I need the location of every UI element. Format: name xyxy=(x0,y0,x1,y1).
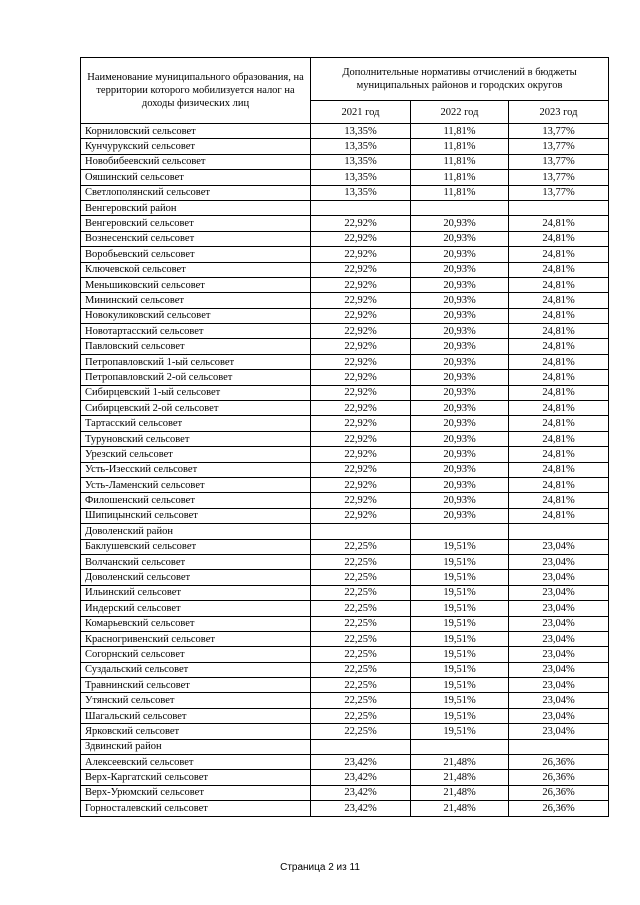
table-row xyxy=(81,493,609,508)
municipality-name: Верх-Урюмский сельсовет xyxy=(81,785,311,800)
table-row xyxy=(81,370,609,385)
rate-2021: 22,25% xyxy=(311,554,411,569)
rate-2021: 22,92% xyxy=(311,370,411,385)
municipality-name: Новотартасский сельсовет xyxy=(81,324,311,339)
municipality-name: Согорнский сельсовет xyxy=(81,647,311,662)
empty-cell xyxy=(311,200,411,215)
rate-2021: 22,25% xyxy=(311,539,411,554)
rate-2021: 23,42% xyxy=(311,801,411,816)
rate-2023: 23,04% xyxy=(509,570,609,585)
empty-cell xyxy=(509,524,609,539)
rate-2023: 13,77% xyxy=(509,170,609,185)
table-row xyxy=(81,462,609,477)
rate-2022: 20,93% xyxy=(411,277,509,292)
rate-2023: 24,81% xyxy=(509,462,609,477)
rate-2021: 23,42% xyxy=(311,785,411,800)
table-row xyxy=(81,293,609,308)
municipality-name: Туруновский сельсовет xyxy=(81,431,311,446)
rate-2021: 22,92% xyxy=(311,247,411,262)
table-row xyxy=(81,570,609,585)
rate-2021: 22,25% xyxy=(311,662,411,677)
table-row xyxy=(81,416,609,431)
rate-2023: 24,81% xyxy=(509,231,609,246)
rate-2021: 22,92% xyxy=(311,231,411,246)
table-row xyxy=(81,124,609,139)
rate-2021: 22,92% xyxy=(311,354,411,369)
table-row xyxy=(81,631,609,646)
table-row xyxy=(81,693,609,708)
rate-2023: 24,81% xyxy=(509,493,609,508)
municipality-name: Новобибеевский сельсовет xyxy=(81,154,311,169)
table-row xyxy=(81,662,609,677)
municipality-name: Суздальский сельсовет xyxy=(81,662,311,677)
rate-2023: 24,81% xyxy=(509,354,609,369)
rate-2023: 24,81% xyxy=(509,508,609,523)
rate-2023: 23,04% xyxy=(509,554,609,569)
rate-2022: 20,93% xyxy=(411,401,509,416)
rate-2022: 11,81% xyxy=(411,170,509,185)
municipality-name: Индерский сельсовет xyxy=(81,601,311,616)
municipality-name: Шипицынский сельсовет xyxy=(81,508,311,523)
rate-2023: 26,36% xyxy=(509,755,609,770)
rate-2023: 26,36% xyxy=(509,801,609,816)
rate-2023: 24,81% xyxy=(509,401,609,416)
rate-2023: 24,81% xyxy=(509,262,609,277)
rate-2021: 22,25% xyxy=(311,585,411,600)
rate-2021: 22,92% xyxy=(311,262,411,277)
table-row xyxy=(81,216,609,231)
table-row xyxy=(81,431,609,446)
rate-2022: 20,93% xyxy=(411,508,509,523)
table-row xyxy=(81,616,609,631)
municipality-name: Венгеровский сельсовет xyxy=(81,216,311,231)
empty-cell xyxy=(411,739,509,754)
table-row xyxy=(81,647,609,662)
rate-2023: 23,04% xyxy=(509,662,609,677)
table-row xyxy=(81,801,609,816)
rate-2021: 22,92% xyxy=(311,339,411,354)
empty-cell xyxy=(311,739,411,754)
rate-2023: 24,81% xyxy=(509,416,609,431)
empty-cell xyxy=(509,739,609,754)
rate-2023: 24,81% xyxy=(509,431,609,446)
rate-2021: 22,92% xyxy=(311,385,411,400)
municipality-name: Ильинский сельсовет xyxy=(81,585,311,600)
rate-2023: 23,04% xyxy=(509,678,609,693)
rate-2021: 22,92% xyxy=(311,401,411,416)
municipality-name: Горносталевский сельсовет xyxy=(81,801,311,816)
rate-2022: 19,51% xyxy=(411,539,509,554)
municipality-name: Комарьевский сельсовет xyxy=(81,616,311,631)
municipality-name: Волчанский сельсовет xyxy=(81,554,311,569)
rate-2023: 24,81% xyxy=(509,216,609,231)
empty-cell xyxy=(509,200,609,215)
rate-2021: 22,92% xyxy=(311,324,411,339)
rate-2021: 22,92% xyxy=(311,508,411,523)
rate-2022: 20,93% xyxy=(411,370,509,385)
municipality-name: Павловский сельсовет xyxy=(81,339,311,354)
rate-2023: 24,81% xyxy=(509,277,609,292)
header-year-2021: 2021 год xyxy=(311,101,411,124)
header-year-2023: 2023 год xyxy=(509,101,609,124)
rate-2021: 22,25% xyxy=(311,647,411,662)
rate-2023: 23,04% xyxy=(509,616,609,631)
table-row xyxy=(81,262,609,277)
rate-2021: 22,92% xyxy=(311,462,411,477)
rate-2023: 23,04% xyxy=(509,631,609,646)
rate-2022: 20,93% xyxy=(411,447,509,462)
rate-2023: 23,04% xyxy=(509,585,609,600)
rate-2023: 24,81% xyxy=(509,447,609,462)
table-body xyxy=(81,124,609,817)
municipality-name: Усть-Изесский сельсовет xyxy=(81,462,311,477)
table-row xyxy=(81,585,609,600)
rate-2023: 13,77% xyxy=(509,124,609,139)
rate-2022: 19,51% xyxy=(411,662,509,677)
table-row xyxy=(81,339,609,354)
rate-2022: 21,48% xyxy=(411,770,509,785)
table-row xyxy=(81,277,609,292)
rate-2022: 19,51% xyxy=(411,693,509,708)
rate-2022: 21,48% xyxy=(411,755,509,770)
municipality-name: Утянский сельсовет xyxy=(81,693,311,708)
table-row xyxy=(81,154,609,169)
rate-2021: 22,92% xyxy=(311,431,411,446)
table-row xyxy=(81,785,609,800)
municipality-name: Корниловский сельсовет xyxy=(81,124,311,139)
rate-2022: 20,93% xyxy=(411,293,509,308)
rate-2021: 13,35% xyxy=(311,139,411,154)
municipality-name: Мининский сельсовет xyxy=(81,293,311,308)
rate-2022: 20,93% xyxy=(411,385,509,400)
table-row xyxy=(81,601,609,616)
rate-2022: 11,81% xyxy=(411,124,509,139)
rate-2023: 26,36% xyxy=(509,770,609,785)
rate-2022: 19,51% xyxy=(411,647,509,662)
municipality-name: Баклушевский сельсовет xyxy=(81,539,311,554)
municipality-name: Кунчурукский сельсовет xyxy=(81,139,311,154)
municipality-name: Сибирцевский 2-ой сельсовет xyxy=(81,401,311,416)
rate-2021: 22,92% xyxy=(311,308,411,323)
table-row xyxy=(81,554,609,569)
rate-2021: 23,42% xyxy=(311,755,411,770)
header-municipality: Наименование муниципального образования, на территории которого мобилизуется налог на доходы физических лиц xyxy=(81,58,311,124)
rate-2022: 19,51% xyxy=(411,585,509,600)
rate-2023: 13,77% xyxy=(509,139,609,154)
rate-2023: 13,77% xyxy=(509,154,609,169)
rate-2022: 19,51% xyxy=(411,708,509,723)
rate-2023: 24,81% xyxy=(509,308,609,323)
table-row xyxy=(81,354,609,369)
rate-2021: 22,25% xyxy=(311,616,411,631)
rate-2023: 24,81% xyxy=(509,247,609,262)
municipality-name: Красногривенский сельсовет xyxy=(81,631,311,646)
rate-2021: 22,25% xyxy=(311,570,411,585)
empty-cell xyxy=(411,200,509,215)
rate-2022: 20,93% xyxy=(411,216,509,231)
table-row xyxy=(81,770,609,785)
municipality-name: Светлополянский сельсовет xyxy=(81,185,311,200)
table-row xyxy=(81,508,609,523)
rate-2023: 24,81% xyxy=(509,339,609,354)
district-group-row xyxy=(81,739,609,754)
empty-cell xyxy=(311,524,411,539)
table-row xyxy=(81,139,609,154)
table-row xyxy=(81,247,609,262)
municipality-name: Ключевской сельсовет xyxy=(81,262,311,277)
rate-2022: 11,81% xyxy=(411,185,509,200)
rate-2021: 22,25% xyxy=(311,724,411,739)
table-row xyxy=(81,724,609,739)
rate-2022: 19,51% xyxy=(411,616,509,631)
table-row xyxy=(81,477,609,492)
municipality-name: Меньшиковский сельсовет xyxy=(81,277,311,292)
district-group-row xyxy=(81,524,609,539)
rate-2023: 13,77% xyxy=(509,185,609,200)
rate-2022: 19,51% xyxy=(411,724,509,739)
table-row xyxy=(81,385,609,400)
rate-2021: 22,92% xyxy=(311,416,411,431)
rate-2022: 19,51% xyxy=(411,678,509,693)
municipality-name: Петропавловский 2-ой сельсовет xyxy=(81,370,311,385)
municipality-name: Алексеевский сельсовет xyxy=(81,755,311,770)
rate-2021: 22,25% xyxy=(311,631,411,646)
rate-2022: 20,93% xyxy=(411,231,509,246)
rate-2023: 24,81% xyxy=(509,477,609,492)
rate-2023: 24,81% xyxy=(509,385,609,400)
table-row xyxy=(81,708,609,723)
district-name: Доволенский район xyxy=(81,524,311,539)
table-row xyxy=(81,539,609,554)
rate-2023: 23,04% xyxy=(509,601,609,616)
rate-2022: 19,51% xyxy=(411,631,509,646)
municipality-name: Травнинский сельсовет xyxy=(81,678,311,693)
municipality-name: Петропавловский 1-ый сельсовет xyxy=(81,354,311,369)
table-row xyxy=(81,401,609,416)
rate-2022: 20,93% xyxy=(411,308,509,323)
rate-2022: 21,48% xyxy=(411,785,509,800)
municipality-name: Ярковский сельсовет xyxy=(81,724,311,739)
rate-2023: 23,04% xyxy=(509,539,609,554)
district-name: Здвинский район xyxy=(81,739,311,754)
header-norms-group: Дополнительные нормативы отчислений в бюджеты муниципальных районов и городских округов xyxy=(311,58,609,101)
rate-2021: 22,92% xyxy=(311,477,411,492)
rate-2023: 23,04% xyxy=(509,693,609,708)
municipality-name: Воробьевский сельсовет xyxy=(81,247,311,262)
rate-2022: 19,51% xyxy=(411,554,509,569)
municipality-name: Сибирцевский 1-ый сельсовет xyxy=(81,385,311,400)
table-row xyxy=(81,170,609,185)
rate-2023: 24,81% xyxy=(509,324,609,339)
district-group-row xyxy=(81,200,609,215)
municipality-name: Новокуликовский сельсовет xyxy=(81,308,311,323)
rate-2022: 20,93% xyxy=(411,324,509,339)
table-row xyxy=(81,447,609,462)
municipality-name: Урезский сельсовет xyxy=(81,447,311,462)
municipality-name: Усть-Ламенский сельсовет xyxy=(81,477,311,492)
municipality-name: Ояшинский сельсовет xyxy=(81,170,311,185)
rate-2021: 22,92% xyxy=(311,216,411,231)
municipality-name: Шагальский сельсовет xyxy=(81,708,311,723)
rate-2023: 23,04% xyxy=(509,647,609,662)
table-row xyxy=(81,678,609,693)
rate-2023: 23,04% xyxy=(509,724,609,739)
rate-2023: 26,36% xyxy=(509,785,609,800)
municipality-name: Вознесенский сельсовет xyxy=(81,231,311,246)
rate-2021: 22,25% xyxy=(311,678,411,693)
rate-2022: 20,93% xyxy=(411,477,509,492)
rate-2022: 20,93% xyxy=(411,354,509,369)
rate-2022: 20,93% xyxy=(411,262,509,277)
rate-2021: 13,35% xyxy=(311,154,411,169)
empty-cell xyxy=(411,524,509,539)
rate-2022: 19,51% xyxy=(411,601,509,616)
page-number: Страница 2 из 11 xyxy=(280,862,360,873)
rate-2021: 22,25% xyxy=(311,601,411,616)
rate-2022: 21,48% xyxy=(411,801,509,816)
rate-2021: 22,92% xyxy=(311,493,411,508)
rate-2021: 22,92% xyxy=(311,447,411,462)
rate-2021: 13,35% xyxy=(311,185,411,200)
rate-2022: 11,81% xyxy=(411,154,509,169)
rate-2021: 13,35% xyxy=(311,170,411,185)
header-year-2022: 2022 год xyxy=(411,101,509,124)
table-row xyxy=(81,231,609,246)
rate-2022: 20,93% xyxy=(411,462,509,477)
table-row xyxy=(81,755,609,770)
rate-2022: 19,51% xyxy=(411,570,509,585)
rate-2022: 20,93% xyxy=(411,416,509,431)
rate-2021: 22,92% xyxy=(311,293,411,308)
rate-2021: 23,42% xyxy=(311,770,411,785)
table-row xyxy=(81,324,609,339)
rate-2022: 20,93% xyxy=(411,339,509,354)
table-row xyxy=(81,185,609,200)
municipality-name: Тартасский сельсовет xyxy=(81,416,311,431)
rate-2021: 22,25% xyxy=(311,708,411,723)
rate-2022: 11,81% xyxy=(411,139,509,154)
rate-2021: 13,35% xyxy=(311,124,411,139)
municipality-name: Верх-Каргатский сельсовет xyxy=(81,770,311,785)
rate-2022: 20,93% xyxy=(411,247,509,262)
rate-2023: 24,81% xyxy=(509,370,609,385)
rate-2021: 22,92% xyxy=(311,277,411,292)
rate-2023: 23,04% xyxy=(509,708,609,723)
district-name: Венгеровский район xyxy=(81,200,311,215)
table-row xyxy=(81,308,609,323)
municipality-name: Доволенский сельсовет xyxy=(81,570,311,585)
rate-2023: 24,81% xyxy=(509,293,609,308)
rate-2021: 22,25% xyxy=(311,693,411,708)
municipality-name: Филошенский сельсовет xyxy=(81,493,311,508)
rate-2022: 20,93% xyxy=(411,431,509,446)
norms-table xyxy=(80,57,609,817)
rate-2022: 20,93% xyxy=(411,493,509,508)
